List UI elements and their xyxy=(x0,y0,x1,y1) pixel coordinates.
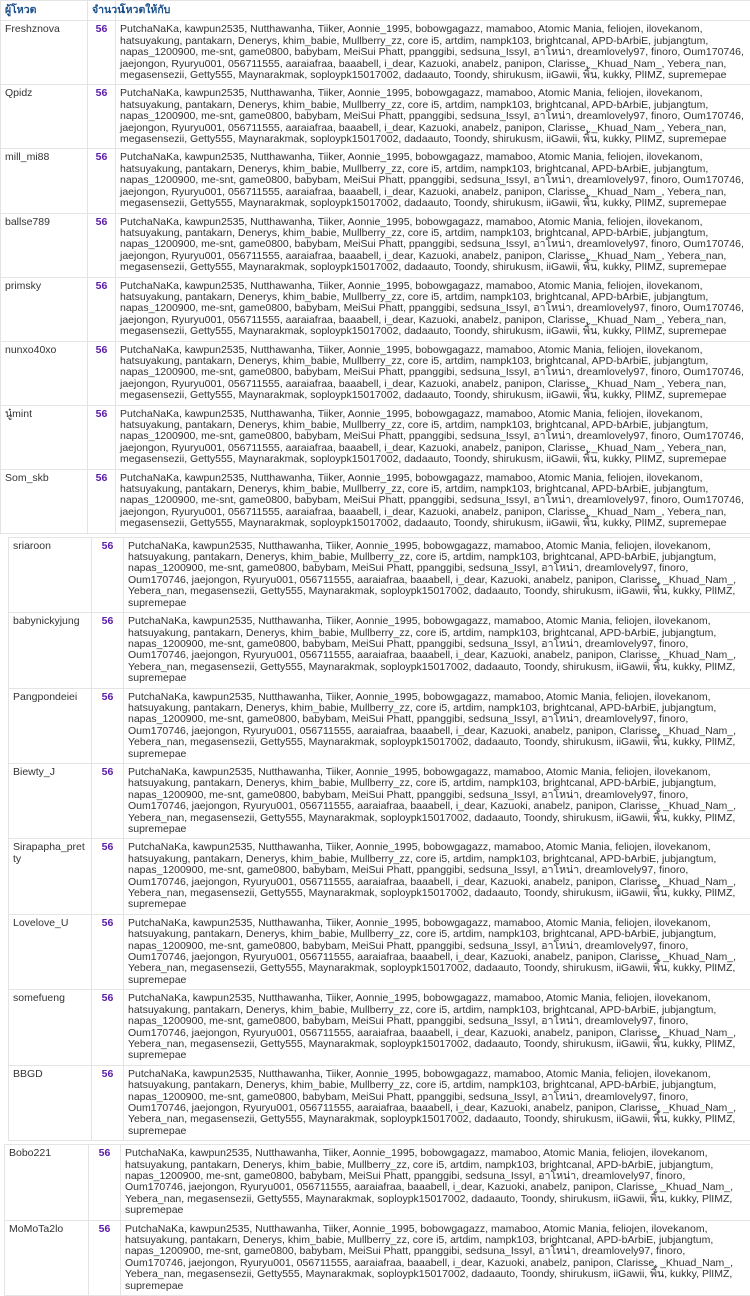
table-row xyxy=(9,537,750,612)
vote-count: 56 xyxy=(88,405,116,469)
vote-count: 56 xyxy=(92,763,124,838)
table-row xyxy=(9,688,750,763)
table-row xyxy=(5,1145,750,1220)
vote-count: 56 xyxy=(92,839,124,914)
table-header-row xyxy=(1,1,750,21)
header-voter: ผู้โหวต xyxy=(1,1,88,21)
voted-for-list: PutchaNaKa, kawpun2535, Nutthawanha, Tiiker, Aonnie_1995, bobowgagazz, mamaboo, Atomic Mania, feliojen, ilovekanom, hatsuyakung, pantakarn, Denerys, khim_babie, Mullberry_zz, core i5, artdim, nampk103, brightcanal, APD-bArbiE, jubjangtum, napas_1200900, me-snt, game0800, babybam, MeiSui Phatt, ppanggibi, sedsuna_IssyI, อาโหน่า, dreamlovely97, finoro, Oum170746, jaejongon, Ryuryu001, 056711555, aaraiafraa, baaabell, i_dear, Kazuoki, anabelz, panipon, Clarisse, _Khuad_Nam_, Yebera_nan, megasensezii, Getty555, Maynarakmak, soploypk15017002, dadaauto, Toondy, shirukusm, iiGawii, พิ้น, kukky, PlIMZ, supremepae xyxy=(124,688,750,763)
voted-for-list: PutchaNaKa, kawpun2535, Nutthawanha, Tiiker, Aonnie_1995, bobowgagazz, mamaboo, Atomic Mania, feliojen, ilovekanom, hatsuyakung, pantakarn, Denerys, khim_babie, Mullberry_zz, core i5, artdim, nampk103, brightcanal, APD-bArbiE, jubjangtum, napas_1200900, me-snt, game0800, babybam, MeiSui Phatt, ppanggibi, sedsuna_IssyI, อาโหน่า, dreamlovely97, finoro, Oum170746, jaejongon, Ryuryu001, 056711555, aaraiafraa, baaabell, i_dear, Kazuoki, anabelz, panipon, Clarisse, _Khuad_Nam_, Yebera_nan, megasensezii, Getty555, Maynarakmak, soploypk15017002, dadaauto, Toondy, shirukusm, iiGawii, พิ้น, kukky, PlIMZ, supremepae xyxy=(116,213,750,277)
voted-for-list: PutchaNaKa, kawpun2535, Nutthawanha, Tiiker, Aonnie_1995, bobowgagazz, mamaboo, Atomic Mania, feliojen, ilovekanom, hatsuyakung, pantakarn, Denerys, khim_babie, Mullberry_zz, core i5, artdim, nampk103, brightcanal, APD-bArbiE, jubjangtum, napas_1200900, me-snt, game0800, babybam, MeiSui Phatt, ppanggibi, sedsuna_IssyI, อาโหน่า, dreamlovely97, finoro, Oum170746, jaejongon, Ryuryu001, 056711555, aaraiafraa, baaabell, i_dear, Kazuoki, anabelz, panipon, Clarisse, _Khuad_Nam_, Yebera_nan, megasensezii, Getty555, Maynarakmak, soploypk15017002, dadaauto, Toondy, shirukusm, iiGawii, พิ้น, kukky, PlIMZ, supremepae xyxy=(124,537,750,612)
vote-count: 56 xyxy=(89,1145,121,1220)
vote-count: 56 xyxy=(92,990,124,1065)
votes-table-section-3 xyxy=(4,1144,750,1296)
voted-for-list: PutchaNaKa, kawpun2535, Nutthawanha, Tiiker, Aonnie_1995, bobowgagazz, mamaboo, Atomic Mania, feliojen, ilovekanom, hatsuyakung, pantakarn, Denerys, khim_babie, Mullberry_zz, core i5, artdim, nampk103, brightcanal, APD-bArbiE, jubjangtum, napas_1200900, me-snt, game0800, babybam, MeiSui Phatt, ppanggibi, sedsuna_IssyI, อาโหน่า, dreamlovely97, finoro, Oum170746, jaejongon, Ryuryu001, 056711555, aaraiafraa, baaabell, i_dear, Kazuoki, anabelz, panipon, Clarisse, _Khuad_Nam_, Yebera_nan, megasensezii, Getty555, Maynarakmak, soploypk15017002, dadaauto, Toondy, shirukusm, iiGawii, พิ้น, kukky, PlIMZ, supremepae xyxy=(121,1145,750,1220)
vote-count: 56 xyxy=(89,1220,121,1295)
table-row xyxy=(1,341,750,405)
voted-for-list: PutchaNaKa, kawpun2535, Nutthawanha, Tiiker, Aonnie_1995, bobowgagazz, mamaboo, Atomic Mania, feliojen, ilovekanom, hatsuyakung, pantakarn, Denerys, khim_babie, Mullberry_zz, core i5, artdim, nampk103, brightcanal, APD-bArbiE, jubjangtum, napas_1200900, me-snt, game0800, babybam, MeiSui Phatt, ppanggibi, sedsuna_IssyI, อาโหน่า, dreamlovely97, finoro, Oum170746, jaejongon, Ryuryu001, 056711555, aaraiafraa, baaabell, i_dear, Kazuoki, anabelz, panipon, Clarisse, _Khuad_Nam_, Yebera_nan, megasensezii, Getty555, Maynarakmak, soploypk15017002, dadaauto, Toondy, shirukusm, iiGawii, พิ้น, kukky, PlIMZ, supremepae xyxy=(121,1220,750,1295)
voter-name: Sirapapha_pretty xyxy=(9,839,92,914)
vote-count: 56 xyxy=(88,85,116,149)
vote-count: 56 xyxy=(88,469,116,533)
table-row xyxy=(1,469,750,533)
voted-for-list: PutchaNaKa, kawpun2535, Nutthawanha, Tiiker, Aonnie_1995, bobowgagazz, mamaboo, Atomic Mania, feliojen, ilovekanom, hatsuyakung, pantakarn, Denerys, khim_babie, Mullberry_zz, core i5, artdim, nampk103, brightcanal, APD-bArbiE, jubjangtum, napas_1200900, me-snt, game0800, babybam, MeiSui Phatt, ppanggibi, sedsuna_IssyI, อาโหน่า, dreamlovely97, finoro, Oum170746, jaejongon, Ryuryu001, 056711555, aaraiafraa, baaabell, i_dear, Kazuoki, anabelz, panipon, Clarisse, _Khuad_Nam_, Yebera_nan, megasensezii, Getty555, Maynarakmak, soploypk15017002, dadaauto, Toondy, shirukusm, iiGawii, พิ้น, kukky, PlIMZ, supremepae xyxy=(116,85,750,149)
table-row xyxy=(1,85,750,149)
vote-count: 56 xyxy=(88,21,116,85)
vote-count: 56 xyxy=(92,537,124,612)
voted-for-list: PutchaNaKa, kawpun2535, Nutthawanha, Tiiker, Aonnie_1995, bobowgagazz, mamaboo, Atomic Mania, feliojen, ilovekanom, hatsuyakung, pantakarn, Denerys, khim_babie, Mullberry_zz, core i5, artdim, nampk103, brightcanal, APD-bArbiE, jubjangtum, napas_1200900, me-snt, game0800, babybam, MeiSui Phatt, ppanggibi, sedsuna_IssyI, อาโหน่า, dreamlovely97, finoro, Oum170746, jaejongon, Ryuryu001, 056711555, aaraiafraa, baaabell, i_dear, Kazuoki, anabelz, panipon, Clarisse, _Khuad_Nam_, Yebera_nan, megasensezii, Getty555, Maynarakmak, soploypk15017002, dadaauto, Toondy, shirukusm, iiGawii, พิ้น, kukky, PlIMZ, supremepae xyxy=(116,21,750,85)
voted-for-list: PutchaNaKa, kawpun2535, Nutthawanha, Tiiker, Aonnie_1995, bobowgagazz, mamaboo, Atomic Mania, feliojen, ilovekanom, hatsuyakung, pantakarn, Denerys, khim_babie, Mullberry_zz, core i5, artdim, nampk103, brightcanal, APD-bArbiE, jubjangtum, napas_1200900, me-snt, game0800, babybam, MeiSui Phatt, ppanggibi, sedsuna_IssyI, อาโหน่า, dreamlovely97, finoro, Oum170746, jaejongon, Ryuryu001, 056711555, aaraiafraa, baaabell, i_dear, Kazuoki, anabelz, panipon, Clarisse, _Khuad_Nam_, Yebera_nan, megasensezii, Getty555, Maynarakmak, soploypk15017002, dadaauto, Toondy, shirukusm, iiGawii, พิ้น, kukky, PlIMZ, supremepae xyxy=(116,469,750,533)
vote-count: 56 xyxy=(92,613,124,688)
header-count: จำนวน xyxy=(88,1,116,21)
voted-for-list: PutchaNaKa, kawpun2535, Nutthawanha, Tiiker, Aonnie_1995, bobowgagazz, mamaboo, Atomic Mania, feliojen, ilovekanom, hatsuyakung, pantakarn, Denerys, khim_babie, Mullberry_zz, core i5, artdim, nampk103, brightcanal, APD-bArbiE, jubjangtum, napas_1200900, me-snt, game0800, babybam, MeiSui Phatt, ppanggibi, sedsuna_IssyI, อาโหน่า, dreamlovely97, finoro, Oum170746, jaejongon, Ryuryu001, 056711555, aaraiafraa, baaabell, i_dear, Kazuoki, anabelz, panipon, Clarisse, _Khuad_Nam_, Yebera_nan, megasensezii, Getty555, Maynarakmak, soploypk15017002, dadaauto, Toondy, shirukusm, iiGawii, พิ้น, kukky, PlIMZ, supremepae xyxy=(124,1065,750,1140)
voted-for-list: PutchaNaKa, kawpun2535, Nutthawanha, Tiiker, Aonnie_1995, bobowgagazz, mamaboo, Atomic Mania, feliojen, ilovekanom, hatsuyakung, pantakarn, Denerys, khim_babie, Mullberry_zz, core i5, artdim, nampk103, brightcanal, APD-bArbiE, jubjangtum, napas_1200900, me-snt, game0800, babybam, MeiSui Phatt, ppanggibi, sedsuna_IssyI, อาโหน่า, dreamlovely97, finoro, Oum170746, jaejongon, Ryuryu001, 056711555, aaraiafraa, baaabell, i_dear, Kazuoki, anabelz, panipon, Clarisse, _Khuad_Nam_, Yebera_nan, megasensezii, Getty555, Maynarakmak, soploypk15017002, dadaauto, Toondy, shirukusm, iiGawii, พิ้น, kukky, PlIMZ, supremepae xyxy=(116,341,750,405)
table-row xyxy=(9,763,750,838)
voter-name: Freshznova xyxy=(1,21,88,85)
voter-name: babynickyjung xyxy=(9,613,92,688)
voter-name: somefueng xyxy=(9,990,92,1065)
table-row xyxy=(1,405,750,469)
votes-table-section-1 xyxy=(0,0,750,534)
vote-count: 56 xyxy=(88,213,116,277)
table-row xyxy=(9,839,750,914)
voted-for-list: PutchaNaKa, kawpun2535, Nutthawanha, Tiiker, Aonnie_1995, bobowgagazz, mamaboo, Atomic Mania, feliojen, ilovekanom, hatsuyakung, pantakarn, Denerys, khim_babie, Mullberry_zz, core i5, artdim, nampk103, brightcanal, APD-bArbiE, jubjangtum, napas_1200900, me-snt, game0800, babybam, MeiSui Phatt, ppanggibi, sedsuna_IssyI, อาโหน่า, dreamlovely97, finoro, Oum170746, jaejongon, Ryuryu001, 056711555, aaraiafraa, baaabell, i_dear, Kazuoki, anabelz, panipon, Clarisse, _Khuad_Nam_, Yebera_nan, megasensezii, Getty555, Maynarakmak, soploypk15017002, dadaauto, Toondy, shirukusm, iiGawii, พิ้น, kukky, PlIMZ, supremepae xyxy=(124,613,750,688)
voted-for-list: PutchaNaKa, kawpun2535, Nutthawanha, Tiiker, Aonnie_1995, bobowgagazz, mamaboo, Atomic Mania, feliojen, ilovekanom, hatsuyakung, pantakarn, Denerys, khim_babie, Mullberry_zz, core i5, artdim, nampk103, brightcanal, APD-bArbiE, jubjangtum, napas_1200900, me-snt, game0800, babybam, MeiSui Phatt, ppanggibi, sedsuna_IssyI, อาโหน่า, dreamlovely97, finoro, Oum170746, jaejongon, Ryuryu001, 056711555, aaraiafraa, baaabell, i_dear, Kazuoki, anabelz, panipon, Clarisse, _Khuad_Nam_, Yebera_nan, megasensezii, Getty555, Maynarakmak, soploypk15017002, dadaauto, Toondy, shirukusm, iiGawii, พิ้น, kukky, PlIMZ, supremepae xyxy=(124,763,750,838)
vote-count: 56 xyxy=(92,1065,124,1140)
voted-for-list: PutchaNaKa, kawpun2535, Nutthawanha, Tiiker, Aonnie_1995, bobowgagazz, mamaboo, Atomic Mania, feliojen, ilovekanom, hatsuyakung, pantakarn, Denerys, khim_babie, Mullberry_zz, core i5, artdim, nampk103, brightcanal, APD-bArbiE, jubjangtum, napas_1200900, me-snt, game0800, babybam, MeiSui Phatt, ppanggibi, sedsuna_IssyI, อาโหน่า, dreamlovely97, finoro, Oum170746, jaejongon, Ryuryu001, 056711555, aaraiafraa, baaabell, i_dear, Kazuoki, anabelz, panipon, Clarisse, _Khuad_Nam_, Yebera_nan, megasensezii, Getty555, Maynarakmak, soploypk15017002, dadaauto, Toondy, shirukusm, iiGawii, พิ้น, kukky, PlIMZ, supremepae xyxy=(124,914,750,989)
votes-table xyxy=(8,537,750,1142)
voted-for-list: PutchaNaKa, kawpun2535, Nutthawanha, Tiiker, Aonnie_1995, bobowgagazz, mamaboo, Atomic Mania, feliojen, ilovekanom, hatsuyakung, pantakarn, Denerys, khim_babie, Mullberry_zz, core i5, artdim, nampk103, brightcanal, APD-bArbiE, jubjangtum, napas_1200900, me-snt, game0800, babybam, MeiSui Phatt, ppanggibi, sedsuna_IssyI, อาโหน่า, dreamlovely97, finoro, Oum170746, jaejongon, Ryuryu001, 056711555, aaraiafraa, baaabell, i_dear, Kazuoki, anabelz, panipon, Clarisse, _Khuad_Nam_, Yebera_nan, megasensezii, Getty555, Maynarakmak, soploypk15017002, dadaauto, Toondy, shirukusm, iiGawii, พิ้น, kukky, PlIMZ, supremepae xyxy=(124,990,750,1065)
voter-name: Lovelove_U xyxy=(9,914,92,989)
table-row xyxy=(9,1065,750,1140)
voter-name: นู๋mint xyxy=(1,405,88,469)
table-row xyxy=(9,914,750,989)
table-row xyxy=(1,149,750,213)
vote-count: 56 xyxy=(92,688,124,763)
table-row xyxy=(9,613,750,688)
voter-name: Pangpondeiei xyxy=(9,688,92,763)
voter-name: ballse789 xyxy=(1,213,88,277)
header-voted-for: โหวตให้กับ xyxy=(116,1,750,21)
vote-count: 56 xyxy=(92,914,124,989)
table-row xyxy=(5,1220,750,1295)
table-row xyxy=(9,990,750,1065)
voter-name: Biewty_J xyxy=(9,763,92,838)
voted-for-list: PutchaNaKa, kawpun2535, Nutthawanha, Tiiker, Aonnie_1995, bobowgagazz, mamaboo, Atomic Mania, feliojen, ilovekanom, hatsuyakung, pantakarn, Denerys, khim_babie, Mullberry_zz, core i5, artdim, nampk103, brightcanal, APD-bArbiE, jubjangtum, napas_1200900, me-snt, game0800, babybam, MeiSui Phatt, ppanggibi, sedsuna_IssyI, อาโหน่า, dreamlovely97, finoro, Oum170746, jaejongon, Ryuryu001, 056711555, aaraiafraa, baaabell, i_dear, Kazuoki, anabelz, panipon, Clarisse, _Khuad_Nam_, Yebera_nan, megasensezii, Getty555, Maynarakmak, soploypk15017002, dadaauto, Toondy, shirukusm, iiGawii, พิ้น, kukky, PlIMZ, supremepae xyxy=(124,839,750,914)
vote-count: 56 xyxy=(88,149,116,213)
voter-name: Bobo221 xyxy=(5,1145,89,1220)
voter-name: sriaroon xyxy=(9,537,92,612)
voter-name: primsky xyxy=(1,277,88,341)
voter-name: MoMoTa2lo xyxy=(5,1220,89,1295)
votes-table xyxy=(4,1144,750,1296)
table-row xyxy=(1,213,750,277)
voted-for-list: PutchaNaKa, kawpun2535, Nutthawanha, Tiiker, Aonnie_1995, bobowgagazz, mamaboo, Atomic Mania, feliojen, ilovekanom, hatsuyakung, pantakarn, Denerys, khim_babie, Mullberry_zz, core i5, artdim, nampk103, brightcanal, APD-bArbiE, jubjangtum, napas_1200900, me-snt, game0800, babybam, MeiSui Phatt, ppanggibi, sedsuna_IssyI, อาโหน่า, dreamlovely97, finoro, Oum170746, jaejongon, Ryuryu001, 056711555, aaraiafraa, baaabell, i_dear, Kazuoki, anabelz, panipon, Clarisse, _Khuad_Nam_, Yebera_nan, megasensezii, Getty555, Maynarakmak, soploypk15017002, dadaauto, Toondy, shirukusm, iiGawii, พิ้น, kukky, PlIMZ, supremepae xyxy=(116,405,750,469)
votes-table xyxy=(0,0,750,534)
vote-count: 56 xyxy=(88,277,116,341)
votes-table-section-2 xyxy=(8,537,750,1142)
voter-name: Som_skb xyxy=(1,469,88,533)
voted-for-list: PutchaNaKa, kawpun2535, Nutthawanha, Tiiker, Aonnie_1995, bobowgagazz, mamaboo, Atomic Mania, feliojen, ilovekanom, hatsuyakung, pantakarn, Denerys, khim_babie, Mullberry_zz, core i5, artdim, nampk103, brightcanal, APD-bArbiE, jubjangtum, napas_1200900, me-snt, game0800, babybam, MeiSui Phatt, ppanggibi, sedsuna_IssyI, อาโหน่า, dreamlovely97, finoro, Oum170746, jaejongon, Ryuryu001, 056711555, aaraiafraa, baaabell, i_dear, Kazuoki, anabelz, panipon, Clarisse, _Khuad_Nam_, Yebera_nan, megasensezii, Getty555, Maynarakmak, soploypk15017002, dadaauto, Toondy, shirukusm, iiGawii, พิ้น, kukky, PlIMZ, supremepae xyxy=(116,149,750,213)
table-row xyxy=(1,21,750,85)
voter-name: Qpidz xyxy=(1,85,88,149)
table-row xyxy=(1,277,750,341)
voter-name: mill_mi88 xyxy=(1,149,88,213)
vote-count: 56 xyxy=(88,341,116,405)
voter-name: BBGD xyxy=(9,1065,92,1140)
voter-name: nunxo40xo xyxy=(1,341,88,405)
voted-for-list: PutchaNaKa, kawpun2535, Nutthawanha, Tiiker, Aonnie_1995, bobowgagazz, mamaboo, Atomic Mania, feliojen, ilovekanom, hatsuyakung, pantakarn, Denerys, khim_babie, Mullberry_zz, core i5, artdim, nampk103, brightcanal, APD-bArbiE, jubjangtum, napas_1200900, me-snt, game0800, babybam, MeiSui Phatt, ppanggibi, sedsuna_IssyI, อาโหน่า, dreamlovely97, finoro, Oum170746, jaejongon, Ryuryu001, 056711555, aaraiafraa, baaabell, i_dear, Kazuoki, anabelz, panipon, Clarisse, _Khuad_Nam_, Yebera_nan, megasensezii, Getty555, Maynarakmak, soploypk15017002, dadaauto, Toondy, shirukusm, iiGawii, พิ้น, kukky, PlIMZ, supremepae xyxy=(116,277,750,341)
